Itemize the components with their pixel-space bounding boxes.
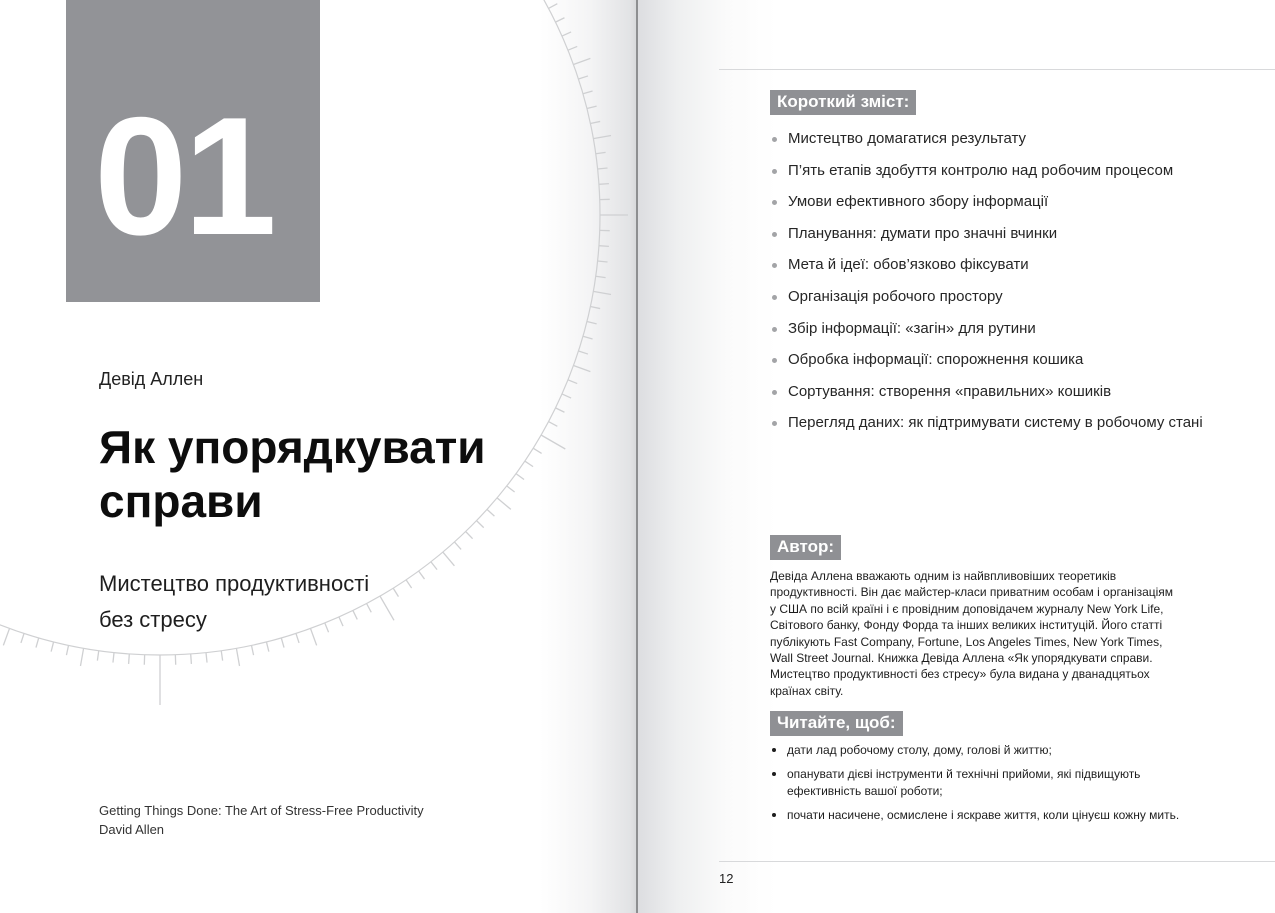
book-title xyxy=(99,420,486,528)
summary-item: Умови ефективного збору інформації xyxy=(770,191,1203,223)
summary-item: Планування: думати про значні вчинки xyxy=(770,223,1203,255)
read-heading: Читайте, щоб: xyxy=(770,711,903,736)
page-number: 12 xyxy=(719,871,734,886)
book-subtitle-line-2: без стресу xyxy=(99,607,207,632)
read-item: дати лад робочому столу, дому, голові й життю; xyxy=(770,742,1180,758)
chapter-number: 01 xyxy=(94,82,273,270)
summary-item: Перегляд даних: як підтримувати систему в робочому стані xyxy=(770,412,1203,444)
original-author: David Allen xyxy=(99,822,165,837)
book-subtitle xyxy=(99,566,369,638)
book-subtitle-line-1: Мистецтво продуктивності xyxy=(99,571,370,596)
original-title: Getting Things Done: The Art of Stress-Free Productivity xyxy=(99,803,424,818)
bottom-rule xyxy=(719,861,1275,862)
summary-item: П’ять етапів здобуття контролю над робочим процесом xyxy=(770,160,1203,192)
summary-item: Сортування: створення «правильних» кошиків xyxy=(770,381,1203,413)
summary-item: Обробка інформації: спорожнення кошика xyxy=(770,349,1203,381)
original-edition xyxy=(99,801,424,839)
book-title-line-2: справи xyxy=(99,475,263,527)
summary-item: Організація робочого простору xyxy=(770,286,1203,318)
summary-item: Мета й ідеї: обов’язково фіксувати xyxy=(770,254,1203,286)
book-spine xyxy=(636,0,638,913)
left-page xyxy=(0,0,637,913)
book-author: Девід Аллен xyxy=(99,369,204,389)
summary-list xyxy=(770,128,1203,444)
summary-heading: Короткий зміст: xyxy=(770,90,916,115)
book-title-line-1: Як упорядкувати xyxy=(99,421,486,473)
right-page xyxy=(637,0,1275,913)
top-rule xyxy=(719,69,1275,70)
author-heading: Автор: xyxy=(770,535,841,560)
read-list xyxy=(770,742,1180,832)
summary-item: Збір інформації: «загін» для рутини xyxy=(770,318,1203,350)
author-bio: Девіда Аллена вважають одним із найвпливовіших теоретиків продуктивності. Він дає майстер-класи приватним особам і організаціям у США по всій країні і є провідним доповідачем журналу New York Life, Світового банку, Фонду Форда та інших великих інституцій. Його статті публікують Fast Company, Fortune, Los Angeles Times, New York Times, Wall Street Journal. Книжка Девіда Аллена «Як упорядкувати справи. Мистецтво продуктивності без стресу» була видана у дванадцятьох країнах світу. xyxy=(770,569,1174,698)
read-item: почати насичене, осмислене і яскраве життя, коли цінуєш кожну мить. xyxy=(770,807,1180,823)
summary-item: Мистецтво домагатися результату xyxy=(770,128,1203,160)
read-item: опанувати дієві інструменти й технічні прийоми, які підвищують ефективність вашої роботи; xyxy=(770,766,1180,799)
